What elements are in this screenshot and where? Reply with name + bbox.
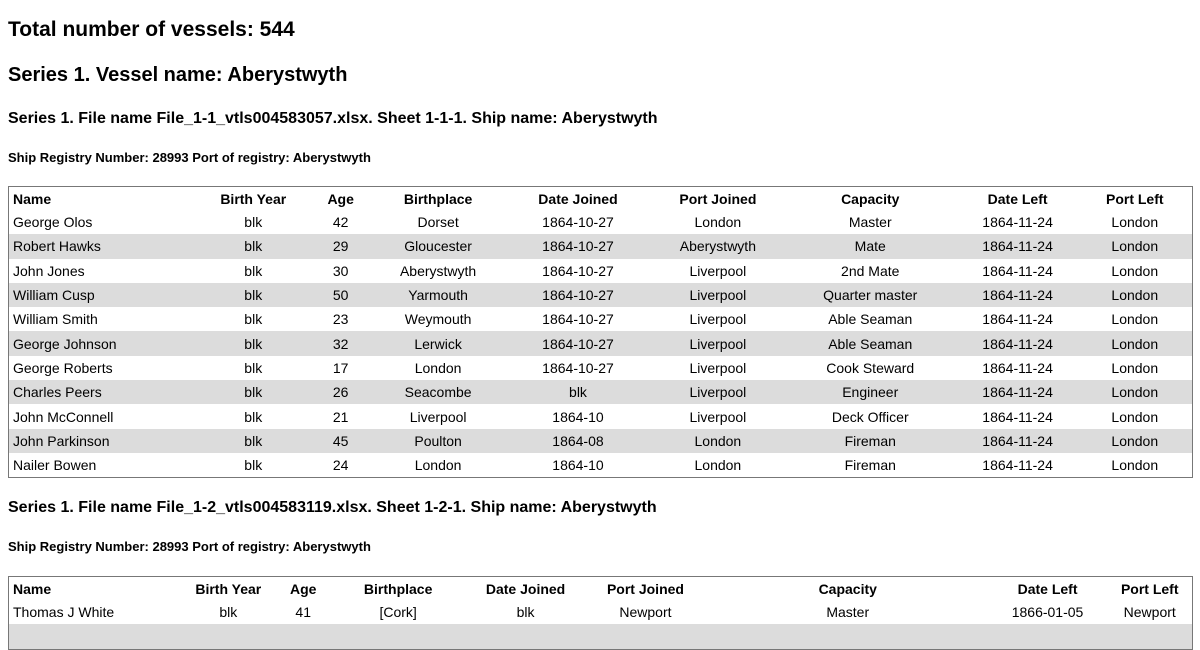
cell-birth-year: blk (244, 214, 263, 231)
cell-capacity: Cook Steward (826, 359, 915, 376)
cell-port-joined: Liverpool (689, 287, 747, 304)
cell-birth-year: blk (244, 359, 263, 376)
series-heading: Series 1. Vessel name: Aberystwyth (8, 64, 348, 86)
column-header-name: Name (13, 580, 52, 597)
table-row (9, 404, 1193, 428)
cell-age: 29 (332, 238, 349, 255)
cell-birthplace: Weymouth (404, 311, 472, 328)
file-heading-1: Series 1. File name File_1-1_vtls004583057.xlsx. Sheet 1-1-1. Ship name: Aberystwyth (8, 110, 658, 127)
cell-capacity: Fireman (844, 432, 896, 449)
cell-port-joined: London (694, 432, 742, 449)
cell-birth-year: blk (244, 238, 263, 255)
cell-name: Charles Peers (13, 384, 102, 401)
cell-date-joined: 1864-10-27 (542, 311, 614, 328)
cell-port-left: London (1111, 408, 1159, 425)
cell-date-joined: 1864-10-27 (542, 214, 614, 231)
cell-name: William Cusp (13, 287, 95, 304)
cell-capacity: Able Seaman (828, 311, 913, 328)
cell-date-left: 1864-11-24 (982, 287, 1053, 304)
table-header-row (9, 187, 1193, 211)
column-header-age: Age (289, 580, 317, 597)
cell-port-left: London (1111, 287, 1159, 304)
table-row (9, 234, 1193, 258)
cell-birth-year: blk (244, 432, 263, 449)
cell-birth-year: blk (244, 457, 263, 474)
cell-capacity: Able Seaman (828, 335, 913, 352)
cell-birthplace: Dorset (417, 214, 459, 231)
cell-name: Thomas J White (13, 604, 115, 621)
cell-name (9, 624, 179, 649)
table-row (9, 259, 1193, 283)
cell-date-left: 1864-11-24 (982, 457, 1053, 474)
column-header-birthplace: Birthplace (363, 580, 433, 597)
cell-name: George Johnson (13, 335, 117, 352)
table-row (9, 283, 1193, 307)
table-row (9, 624, 1193, 649)
cell-date-left: 1864-11-24 (982, 335, 1053, 352)
cell-date-joined: 1864-10 (552, 408, 604, 425)
table-row (9, 429, 1193, 453)
registry-info-1: Ship Registry Number: 28993 Port of registry: Aberystwyth (8, 150, 371, 165)
cell-port-joined: Liverpool (689, 335, 747, 352)
cell-port-joined (583, 624, 708, 649)
cell-port-left: London (1111, 457, 1159, 474)
cell-capacity: Quarter master (823, 287, 918, 304)
column-header-date-joined: Date Joined (485, 580, 566, 597)
cell-port-joined: London (694, 457, 742, 474)
cell-port-joined: Liverpool (689, 262, 747, 279)
cell-date-left: 1866-01-05 (1011, 604, 1084, 621)
cell-port-left: London (1111, 384, 1159, 401)
column-header-date-left: Date Left (987, 190, 1048, 207)
crew-table-1 (8, 186, 1193, 478)
cell-capacity: Mate (854, 238, 886, 255)
column-header-port-joined: Port Joined (679, 190, 757, 207)
cell-birth-year: blk (244, 408, 263, 425)
cell-date-joined: blk (569, 384, 587, 401)
cell-age: 23 (332, 311, 349, 328)
cell-age: 21 (332, 408, 349, 425)
cell-date-left: 1864-11-24 (982, 408, 1053, 425)
cell-name: George Roberts (13, 359, 113, 376)
cell-name: John Jones (13, 262, 85, 279)
cell-port-joined: Liverpool (689, 359, 747, 376)
cell-date-left: 1864-11-24 (982, 359, 1053, 376)
cell-birthplace: London (414, 359, 462, 376)
table-row (9, 380, 1193, 404)
cell-date-left (988, 624, 1108, 649)
crew-table-2 (8, 576, 1193, 650)
cell-birthplace: Aberystwyth (399, 262, 477, 279)
cell-name: John Parkinson (13, 432, 110, 449)
cell-port-left: London (1111, 214, 1159, 231)
cell-name: Nailer Bowen (13, 457, 97, 474)
column-header-capacity: Capacity (841, 190, 900, 207)
cell-date-joined (468, 624, 583, 649)
cell-birth-year: blk (244, 384, 263, 401)
cell-age: 17 (332, 359, 349, 376)
total-vessels-heading: Total number of vessels: 544 (8, 18, 295, 41)
cell-birthplace: Seacombe (404, 384, 472, 401)
cell-date-joined: 1864-10-27 (542, 287, 614, 304)
cell-birth-year: blk (244, 335, 263, 352)
table-row (9, 600, 1193, 624)
cell-birthplace: Lerwick (414, 335, 462, 352)
table-row (9, 331, 1193, 355)
column-header-age: Age (327, 190, 354, 207)
table-header-row (9, 577, 1193, 601)
cell-birth-year: blk (244, 287, 263, 304)
cell-name: John McConnell (13, 408, 114, 425)
cell-date-left: 1864-11-24 (982, 311, 1053, 328)
cell-age: 26 (332, 384, 349, 401)
cell-date-joined: 1864-10-27 (542, 238, 614, 255)
column-header-name: Name (13, 190, 52, 207)
cell-date-left: 1864-11-24 (982, 238, 1053, 255)
column-header-capacity: Capacity (818, 580, 877, 597)
cell-birthplace: London (414, 457, 462, 474)
cell-age: 24 (332, 457, 349, 474)
cell-port-left: London (1111, 335, 1159, 352)
cell-birth-year: blk (219, 604, 238, 621)
cell-port-joined: Liverpool (689, 408, 747, 425)
cell-birthplace: Yarmouth (408, 287, 468, 304)
cell-birthplace: [Cork] (379, 604, 417, 621)
cell-name: Robert Hawks (13, 238, 101, 255)
cell-date-joined: 1864-10-27 (542, 262, 614, 279)
cell-age (278, 624, 328, 649)
cell-date-joined: 1864-10-27 (542, 359, 614, 376)
cell-port-left (1107, 624, 1192, 649)
column-header-port-left: Port Left (1105, 190, 1164, 207)
cell-name: George Olos (13, 214, 93, 231)
table-row (9, 356, 1193, 380)
cell-age: 42 (332, 214, 349, 231)
cell-date-joined: 1864-08 (552, 432, 604, 449)
cell-age: 50 (332, 287, 349, 304)
cell-port-left: London (1111, 359, 1159, 376)
cell-capacity (708, 624, 988, 649)
column-header-port-left: Port Left (1120, 580, 1179, 597)
cell-date-left: 1864-11-24 (982, 384, 1053, 401)
registry-info-2: Ship Registry Number: 28993 Port of registry: Aberystwyth (8, 539, 371, 554)
cell-date-joined: 1864-10-27 (542, 335, 614, 352)
cell-port-joined: Liverpool (689, 311, 747, 328)
table-row (9, 210, 1193, 234)
cell-age: 45 (332, 432, 349, 449)
column-header-date-left: Date Left (1017, 580, 1078, 597)
cell-age: 32 (332, 335, 349, 352)
cell-port-joined: London (694, 214, 742, 231)
cell-date-left: 1864-11-24 (982, 214, 1053, 231)
file-heading-2: Series 1. File name File_1-2_vtls004583119.xlsx. Sheet 1-2-1. Ship name: Aberystwyth (8, 499, 657, 516)
cell-port-left: London (1111, 311, 1159, 328)
cell-name: William Smith (13, 311, 98, 328)
cell-port-left: London (1111, 238, 1159, 255)
table-row (9, 307, 1193, 331)
cell-port-joined: Liverpool (689, 384, 747, 401)
cell-capacity: Fireman (844, 457, 896, 474)
cell-date-joined: blk (516, 604, 535, 621)
cell-date-left: 1864-11-24 (982, 432, 1053, 449)
cell-capacity: Master (848, 214, 892, 231)
column-header-birth-year: Birth Year (220, 190, 287, 207)
cell-birthplace: Liverpool (409, 408, 467, 425)
table-row (9, 453, 1193, 478)
cell-date-left: 1864-11-24 (982, 262, 1053, 279)
cell-birth-year: blk (244, 262, 263, 279)
cell-port-left: London (1111, 432, 1159, 449)
cell-port-left: London (1111, 262, 1159, 279)
cell-port-joined: Newport (619, 604, 672, 621)
cell-port-joined: Aberystwyth (679, 238, 756, 255)
cell-age: 30 (332, 262, 349, 279)
cell-capacity: Deck Officer (831, 408, 909, 425)
column-header-birthplace: Birthplace (403, 190, 473, 207)
cell-capacity: Master (826, 604, 870, 621)
cell-date-joined: 1864-10 (552, 457, 604, 474)
cell-birthplace: Poulton (414, 432, 462, 449)
cell-capacity: 2nd Mate (841, 262, 900, 279)
column-header-port-joined: Port Joined (606, 580, 684, 597)
column-header-date-joined: Date Joined (538, 190, 618, 207)
cell-port-left: Newport (1123, 604, 1176, 621)
cell-birth-year: blk (244, 311, 263, 328)
cell-birthplace: Gloucester (404, 238, 472, 255)
cell-age: 41 (295, 604, 311, 621)
cell-birth-year (178, 624, 278, 649)
column-header-birth-year: Birth Year (195, 580, 262, 597)
cell-capacity: Engineer (842, 384, 899, 401)
cell-birthplace (328, 624, 468, 649)
